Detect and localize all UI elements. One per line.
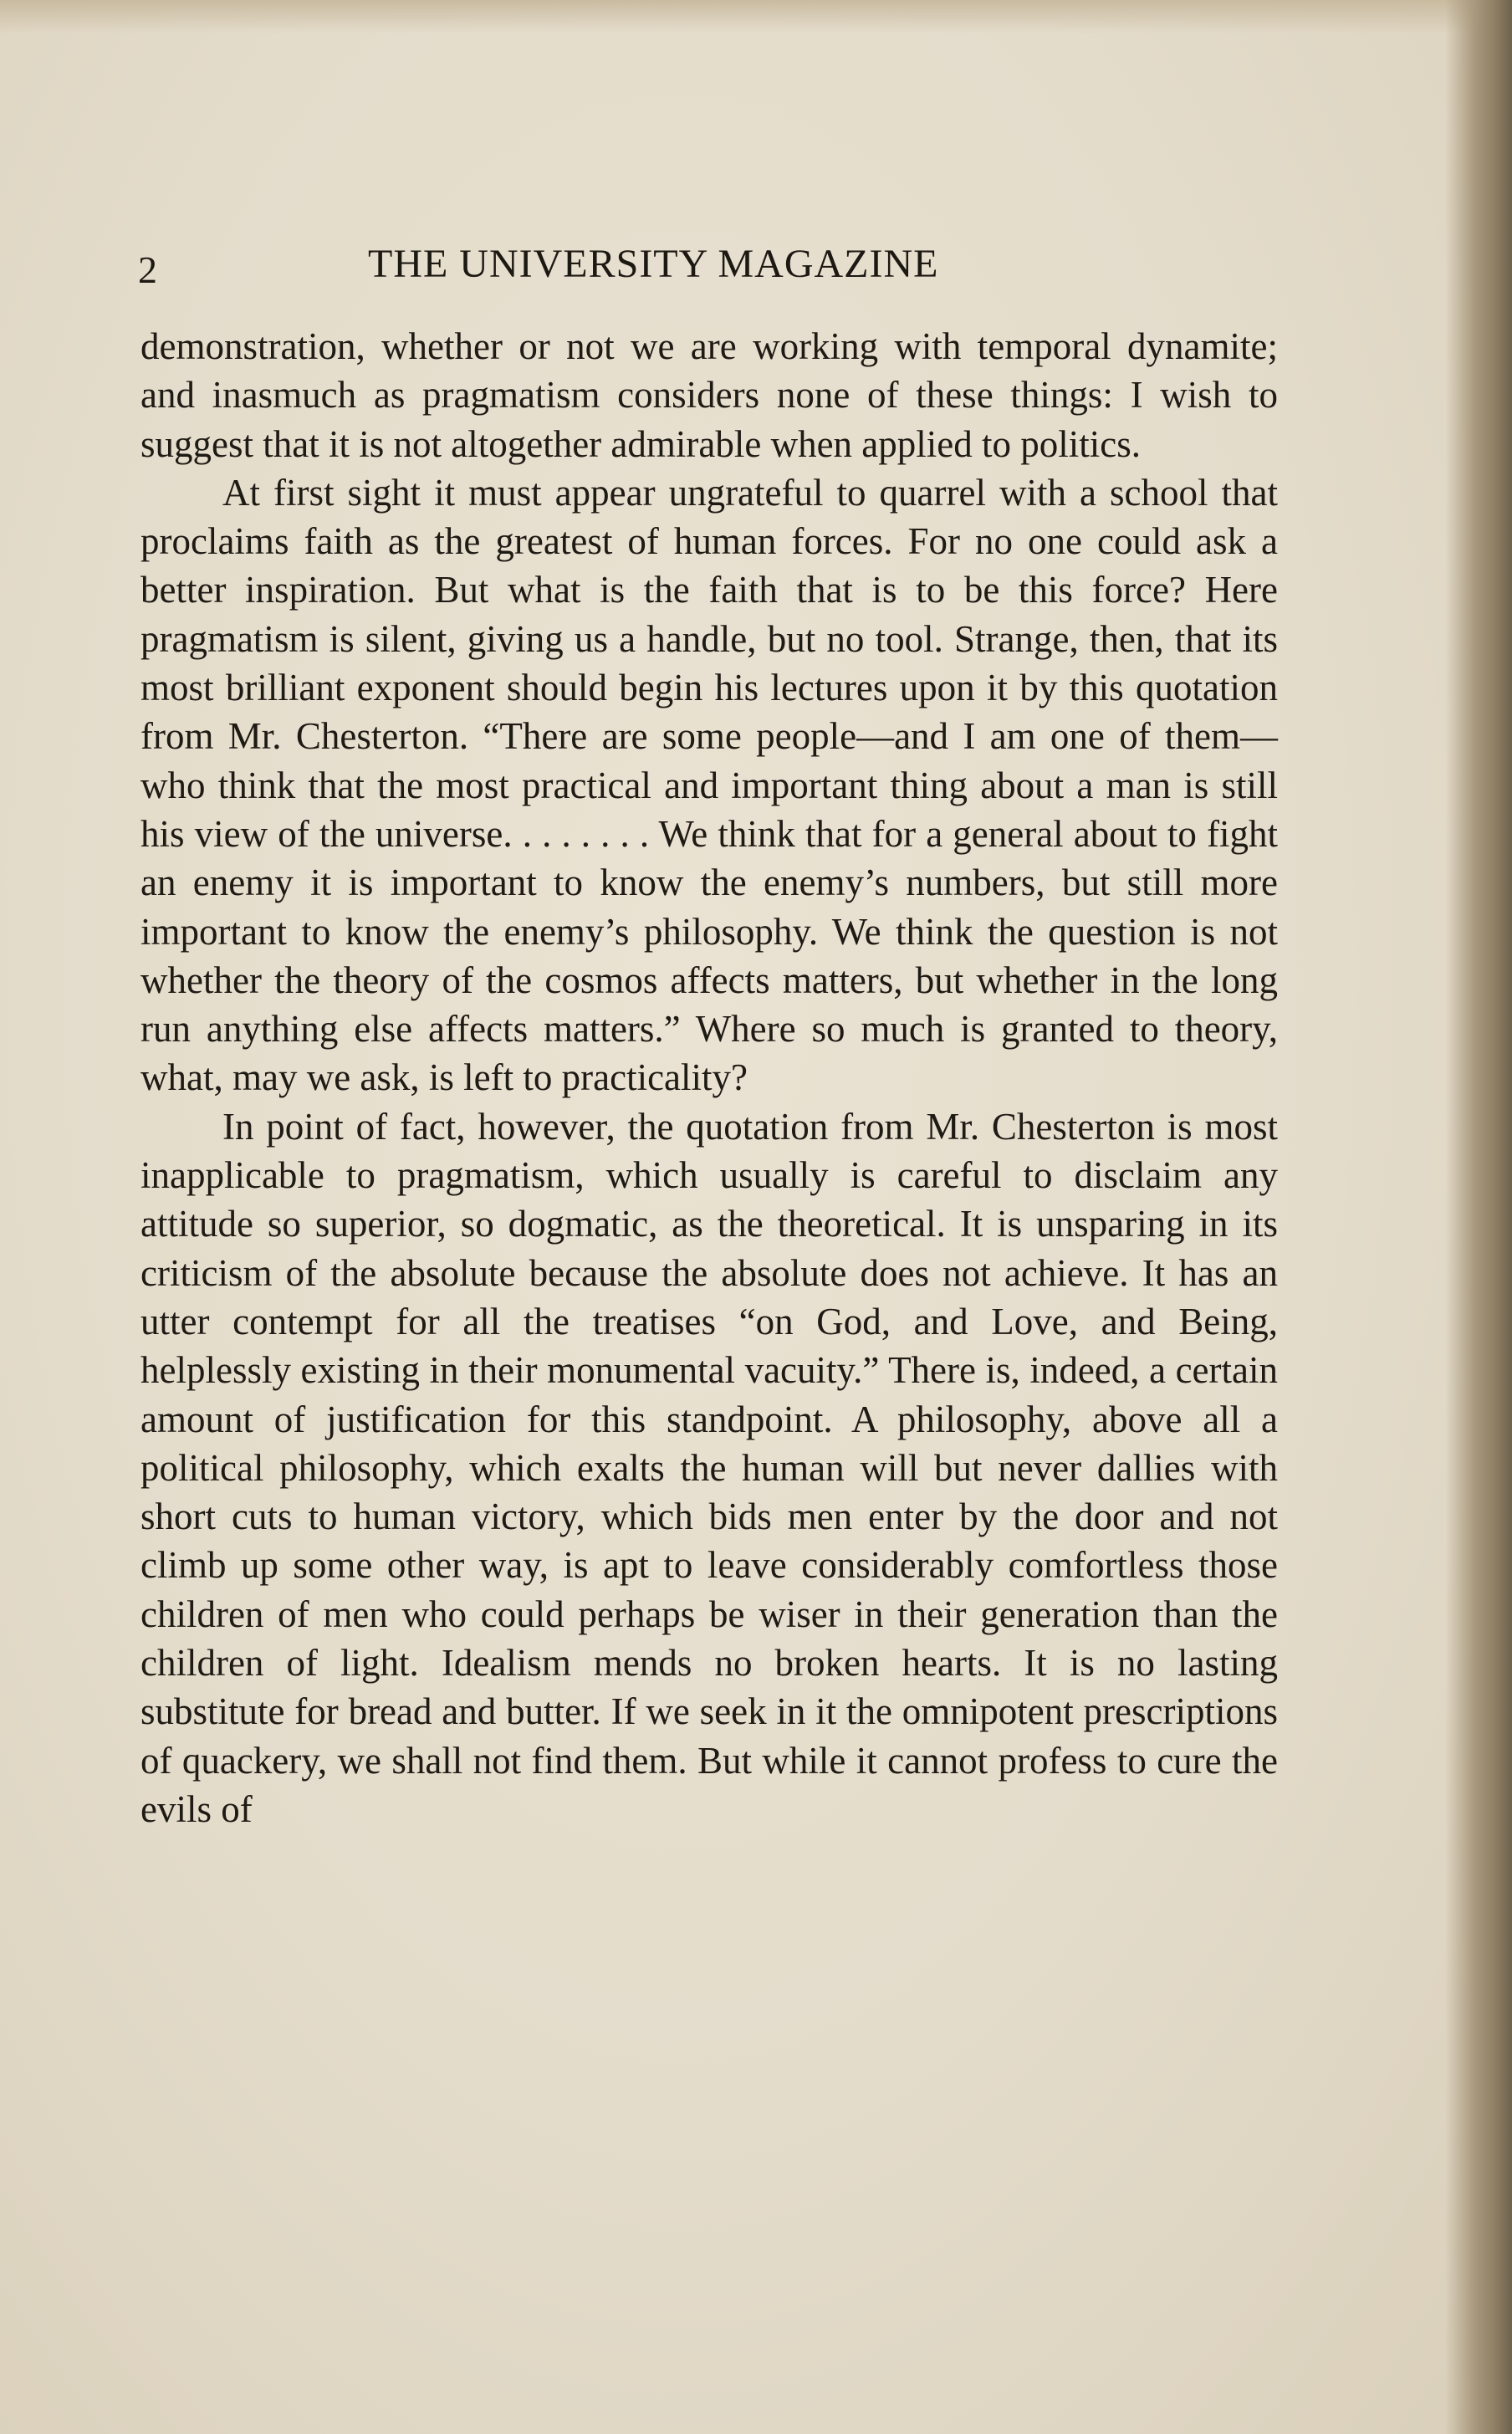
paragraph-faith: At first sight it must appear ungrateful to quarrel with a school that proclaims faith as the greatest of human forces. For no one could ask a better inspiration. But what is the faith that is to be this force? Here pragmatism is silent, giving us a handle, but no tool. Strange, then, that its most brilliant exponent should begin his lectures upon it by this quotation from Mr. Chesterton. “There are some people—and I am one of them—who think that the most practical and important thing about a man is still his view of the universe. . . . . . . . We think that for a general about to fight an enemy it is important to know the enemy’s numbers, but still more important to know the enemy’s philosophy. We think the question is not whether the theory of the cosmos affects matters, but whether in the long run anything else affects matters.” Where so much is granted to theory, what, may we ask, is left to practicality? bbox=[140, 471, 1278, 1099]
paragraph-continued: demonstration, whether or not we are working with temporal dynamite; and inasmuch as pragmatism considers none of these things: I wish to suggest that it is not altogether admirable when applied to politics. bbox=[140, 325, 1278, 465]
spine-shadow bbox=[1445, 0, 1512, 2434]
page-number: 2 bbox=[138, 248, 157, 291]
paragraph-chesterton: In point of fact, however, the quotation from Mr. Chesterton is most inapplicable to pragmatism, which usually is careful to disclaim any attitude so superior, so dogmatic, as the theoretical. It is unsparing in its criticism of the absolute because the absolute does not achieve. It has an utter contempt for all the treatises “on God, and Love, and Being, helplessly existing in their monumental vacuity.” There is, indeed, a certain amount of justification for this standpoint. A philosophy, above all a political philosophy, which exalts the human will but never dallies with short cuts to human victory, which bids men enter by the door and not climb up some other way, is apt to leave considerably comfortless those children of men who could perhaps be wiser in their generation than the children of light. Idealism mends no broken hearts. It is no lasting substitute for bread and butter. If we seek in it the omnipotent prescriptions of quackery, we shall not find them. But while it cannot profess to cure the evils of bbox=[140, 1105, 1278, 1830]
header-title: THE UNIVERSITY MAGAZINE bbox=[368, 242, 939, 286]
running-head bbox=[138, 236, 1292, 303]
body-text bbox=[140, 322, 1278, 1833]
